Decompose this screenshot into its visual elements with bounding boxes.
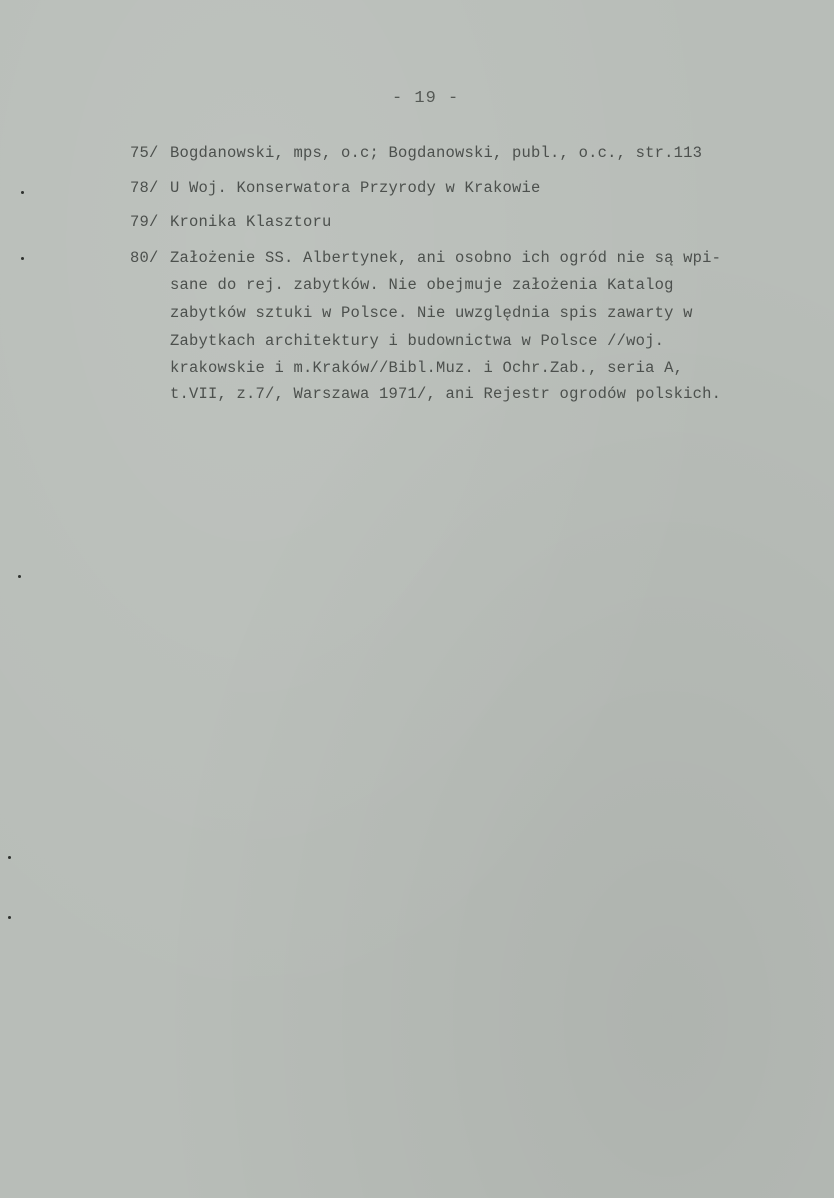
binding-hole-mark	[18, 575, 21, 578]
binding-hole-mark	[8, 856, 11, 859]
footnote-80-line-5: krakowskie i m.Kraków//Bibl.Muz. i Ochr.Zab., seria A,	[170, 359, 684, 377]
footnote-80-line-2: sane do rej. zabytków. Nie obejmuje założenia Katalog	[170, 276, 674, 294]
footnote-text: Założenie SS. Albertynek, ani osobno ich ogród nie są wpi-	[170, 249, 722, 267]
footnote-text: Kronika Klasztoru	[170, 213, 332, 231]
footnote-label: 79/	[130, 213, 159, 231]
footnote-80	[130, 248, 721, 269]
footnote-79	[130, 212, 332, 233]
binding-hole-mark	[21, 191, 24, 194]
footnote-80-line-4: Zabytkach architektury i budownictwa w Polsce //woj.	[170, 332, 665, 350]
binding-hole-mark	[21, 257, 24, 260]
footnote-text: Bogdanowski, mps, o.c; Bogdanowski, publ., o.c., str.113	[170, 144, 703, 162]
footnote-78	[130, 178, 541, 199]
page-number: - 19 -	[392, 89, 460, 108]
footnote-label: 78/	[130, 179, 159, 197]
footnote-80-line-6: t.VII, z.7/, Warszawa 1971/, ani Rejestr ogrodów polskich.	[170, 385, 722, 403]
footnote-label: 80/	[130, 249, 159, 267]
footnote-label: 75/	[130, 144, 159, 162]
footnote-80-line-3: zabytków sztuki w Polsce. Nie uwzględnia spis zawarty w	[170, 304, 693, 322]
footnote-75	[130, 143, 702, 164]
footnote-text: U Woj. Konserwatora Przyrody w Krakowie	[170, 179, 541, 197]
binding-hole-mark	[8, 916, 11, 919]
